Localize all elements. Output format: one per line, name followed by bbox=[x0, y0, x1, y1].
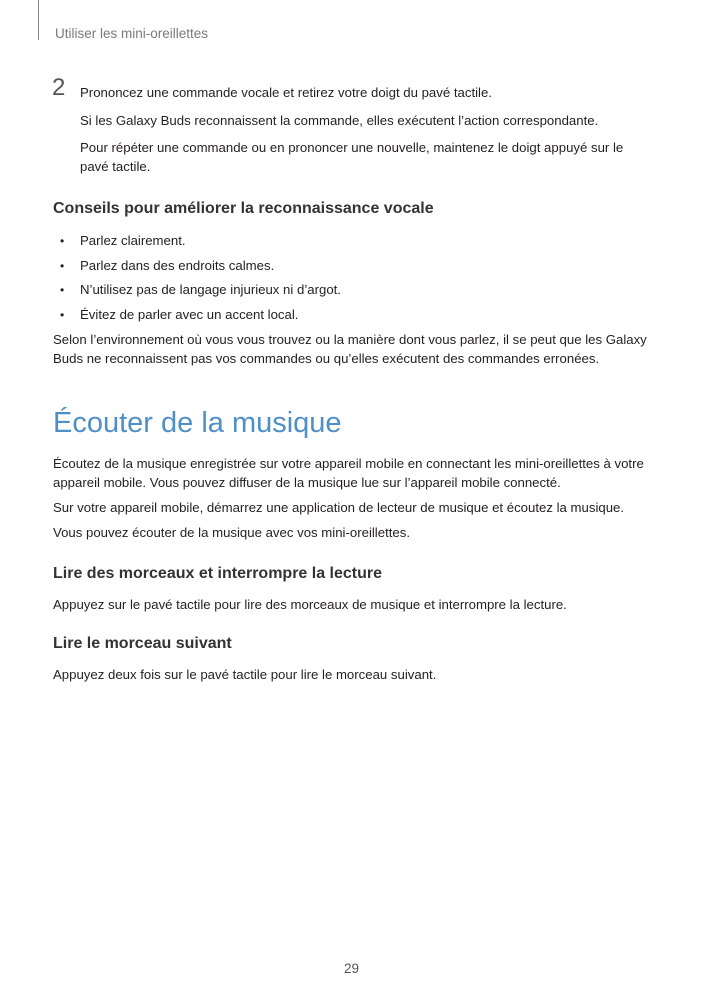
step-number: 2 bbox=[52, 74, 66, 101]
next-track-text: Appuyez deux fois sur le pavé tactile pour lire le morceau suivant. bbox=[53, 667, 437, 682]
list-item: • Parlez clairement. bbox=[60, 233, 186, 248]
bullet-icon: • bbox=[60, 234, 65, 248]
section-header: Utiliser les mini-oreillettes bbox=[55, 26, 209, 41]
step-instruction: Prononcez une commande vocale et retirez votre doigt du pavé tactile. bbox=[80, 85, 492, 100]
next-track-heading: Lire le morceau suivant bbox=[53, 635, 232, 652]
music-start-instruction: Sur votre appareil mobile, démarrez une application de lecteur de musique et écoutez la musique. bbox=[53, 500, 625, 515]
music-note: Vous pouvez écouter de la musique avec vos mini-oreillettes. bbox=[53, 525, 410, 540]
header-rule bbox=[38, 0, 39, 40]
step-result: Si les Galaxy Buds reconnaissent la commande, elles exécutent l’action correspondante. bbox=[80, 112, 599, 128]
tips-list bbox=[53, 232, 653, 330]
list-item: • N’utilisez pas de langage injurieux ni d’argot. bbox=[60, 282, 341, 297]
list-item: • Parlez dans des endroits calmes. bbox=[60, 257, 275, 273]
step-repeat-note: Pour répéter une commande ou en prononcer une nouvelle, maintenez le doigt appuyé sur le pavé tactile. bbox=[80, 140, 624, 174]
tips-heading: Conseils pour améliorer la reconnaissance vocale bbox=[53, 200, 434, 217]
step-2-block bbox=[80, 84, 650, 185]
bullet-icon: • bbox=[60, 307, 65, 322]
play-pause-heading: Lire des morceaux et interrompre la lecture bbox=[53, 565, 383, 582]
bullet-icon: • bbox=[60, 283, 65, 297]
list-item: • Évitez de parler avec un accent local. bbox=[60, 306, 299, 322]
play-pause-text: Appuyez sur le pavé tactile pour lire des morceaux de musique et interrompre la lecture. bbox=[53, 597, 567, 612]
page-number: 29 bbox=[343, 961, 360, 976]
page-title: Écouter de la musique bbox=[53, 407, 342, 439]
tips-note: Selon l’environnement où vous vous trouvez ou la manière dont vous parlez, il se peut que les Galaxy Buds ne reconnaissent pas vos commandes ou qu’elles exécutent des commandes erronées. bbox=[53, 332, 647, 366]
bullet-icon: • bbox=[60, 258, 65, 273]
music-intro: Écoutez de la musique enregistrée sur votre appareil mobile en connectant les mini-oreillettes à votre appareil mobile. Vous pouvez diffuser de la musique lue sur l’appareil mobile connecté. bbox=[53, 456, 644, 490]
